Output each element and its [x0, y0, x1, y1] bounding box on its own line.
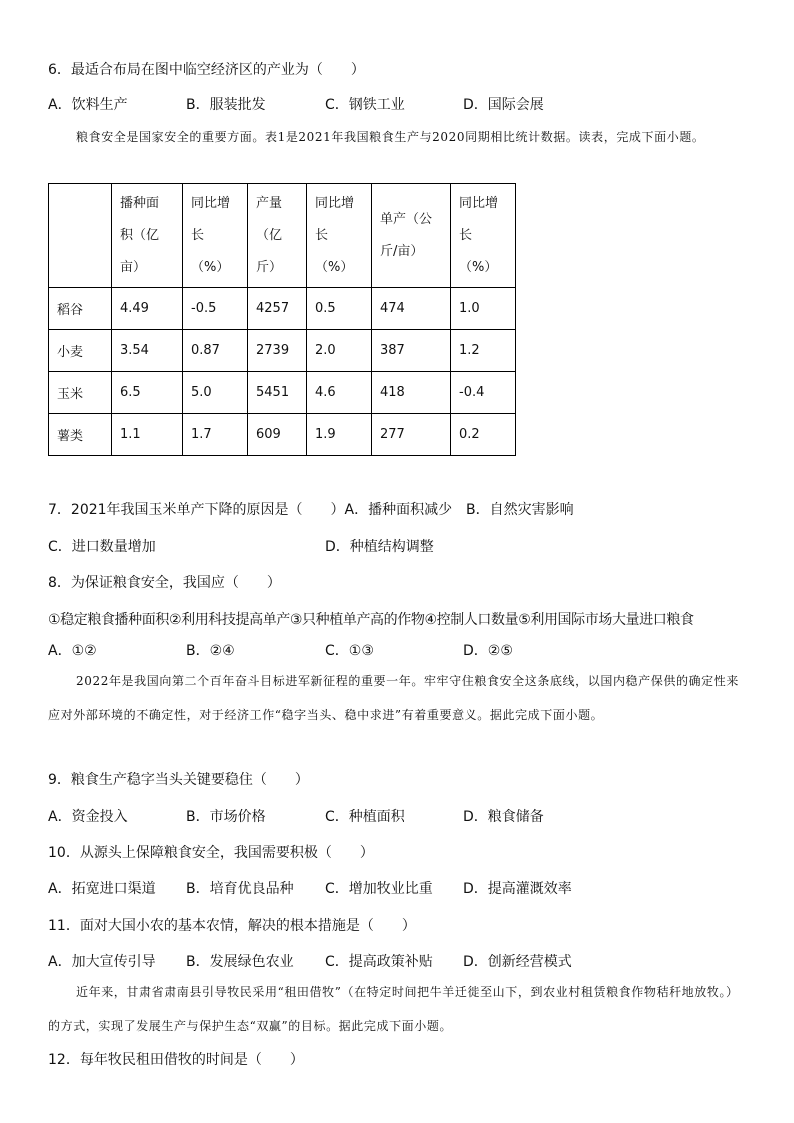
table-cell: 1.2 — [451, 330, 516, 372]
table-cell: 1.0 — [451, 288, 516, 330]
question-8-stem: 8．为保证粮食安全，我国应（ ） — [48, 575, 281, 591]
table-cell: 小麦 — [49, 330, 112, 372]
option-b[interactable]: B．市场价格 — [186, 809, 266, 825]
option-a[interactable]: A．饮料生产 — [48, 97, 128, 113]
option-c[interactable]: C．进口数量增加 — [48, 539, 156, 555]
option-c[interactable]: C．钢铁工业 — [325, 97, 405, 113]
table-row — [49, 288, 516, 330]
option-b[interactable]: B．服装批发 — [186, 97, 266, 113]
table-cell: 387 — [372, 330, 451, 372]
option-a[interactable]: A．拓宽进口渠道 — [48, 881, 156, 897]
question-8-items: ①稳定粮食播种面积②利用科技提高单产③只种植单产高的作物④控制人口数量⑤利用国际市场大量进口粮食 — [48, 612, 694, 628]
table-cell: 玉米 — [49, 372, 112, 414]
table-row — [49, 330, 516, 372]
table-cell: -0.4 — [451, 372, 516, 414]
option-c[interactable]: C．提高政策补贴 — [325, 954, 433, 970]
table-cell: 3.54 — [112, 330, 183, 372]
option-d[interactable]: D．②⑤ — [463, 643, 513, 659]
table-cell: 0.2 — [451, 414, 516, 456]
option-b[interactable]: B．②④ — [186, 643, 235, 659]
table-cell: 474 — [372, 288, 451, 330]
table-header-cell: 单产（公 斤/亩） — [372, 184, 451, 288]
table-cell: 薯类 — [49, 414, 112, 456]
intro-passage-1: 粮食安全是国家安全的重要方面。表1是2021年我国粮食生产与2020同期相比统计数据。读表，完成下面小题。 — [76, 130, 705, 144]
table-cell: 1.9 — [307, 414, 372, 456]
table-cell: -0.5 — [183, 288, 248, 330]
table-cell: 418 — [372, 372, 451, 414]
table-cell: 1.1 — [112, 414, 183, 456]
table-header-cell: 同比增 长 （%） — [307, 184, 372, 288]
table-cell: 4.49 — [112, 288, 183, 330]
option-c[interactable]: C．增加牧业比重 — [325, 881, 433, 897]
table-cell: 277 — [372, 414, 451, 456]
table-cell: 4.6 — [307, 372, 372, 414]
table-cell: 5.0 — [183, 372, 248, 414]
question-12-stem: 12．每年牧民租田借牧的时间是（ ） — [48, 1052, 304, 1068]
option-d[interactable]: D．国际会展 — [463, 97, 544, 113]
question-6-stem: 6．最适合布局在图中临空经济区的产业为（ ） — [48, 62, 365, 78]
option-b[interactable]: B．自然灾害影响 — [466, 502, 574, 518]
option-d[interactable]: D．创新经营模式 — [463, 954, 572, 970]
table-header-row — [49, 184, 516, 288]
option-a[interactable]: A．加大宣传引导 — [48, 954, 156, 970]
table-cell: 0.87 — [183, 330, 248, 372]
table-cell: 0.5 — [307, 288, 372, 330]
intro-passage-3: 近年来，甘肃省肃南县引导牧民采用“租田借牧”（在特定时间把牛羊迁徙至山下，到农业村租赁粮食作物秸秆地放牧。）的方式，实现了发展生产与保护生态“双赢”的目标。据此完成下面小题。 — [48, 985, 739, 1033]
option-b[interactable]: B．发展绿色农业 — [186, 954, 294, 970]
question-7-stem: 7．2021年我国玉米单产下降的原因是（ ）A．播种面积减少 — [48, 502, 453, 518]
table-cell: 2739 — [248, 330, 307, 372]
table-header-cell: 同比增 长 （%） — [183, 184, 248, 288]
table-header-cell: 产量 （亿 斤） — [248, 184, 307, 288]
question-10-stem: 10．从源头上保障粮食安全，我国需要积极（ ） — [48, 845, 374, 861]
table-row — [49, 372, 516, 414]
question-11-stem: 11．面对大国小农的基本农情，解决的根本措施是（ ） — [48, 918, 416, 934]
option-a[interactable]: A．资金投入 — [48, 809, 128, 825]
question-9-stem: 9．粮食生产稳字当头关键要稳住（ ） — [48, 772, 309, 788]
table-cell: 4257 — [248, 288, 307, 330]
grain-statistics-table — [48, 183, 516, 456]
option-c[interactable]: C．种植面积 — [325, 809, 405, 825]
table-cell: 1.7 — [183, 414, 248, 456]
table-header-cell: 播种面 积（亿 亩） — [112, 184, 183, 288]
option-d[interactable]: D．种植结构调整 — [325, 539, 434, 555]
option-b[interactable]: B．培育优良品种 — [186, 881, 294, 897]
option-d[interactable]: D．粮食储备 — [463, 809, 544, 825]
intro-passage-2: 2022年是我国向第二个百年奋斗目标进军新征程的重要一年。牢牢守住粮食安全这条底线，以国内稳产保供的确定性来应对外部环境的不确定性，对于经济工作“稳字当头、稳中求进”有着重要意义。据此完成下面小题。 — [48, 674, 739, 722]
table-cell: 5451 — [248, 372, 307, 414]
table-cell: 609 — [248, 414, 307, 456]
option-d[interactable]: D．提高灌溉效率 — [463, 881, 572, 897]
table-header-cell — [49, 184, 112, 288]
table-row — [49, 414, 516, 456]
table-cell: 稻谷 — [49, 288, 112, 330]
table-cell: 6.5 — [112, 372, 183, 414]
option-c[interactable]: C．①③ — [325, 643, 374, 659]
table-header-cell: 同比增 长 （%） — [451, 184, 516, 288]
table-cell: 2.0 — [307, 330, 372, 372]
option-a[interactable]: A．①② — [48, 643, 97, 659]
